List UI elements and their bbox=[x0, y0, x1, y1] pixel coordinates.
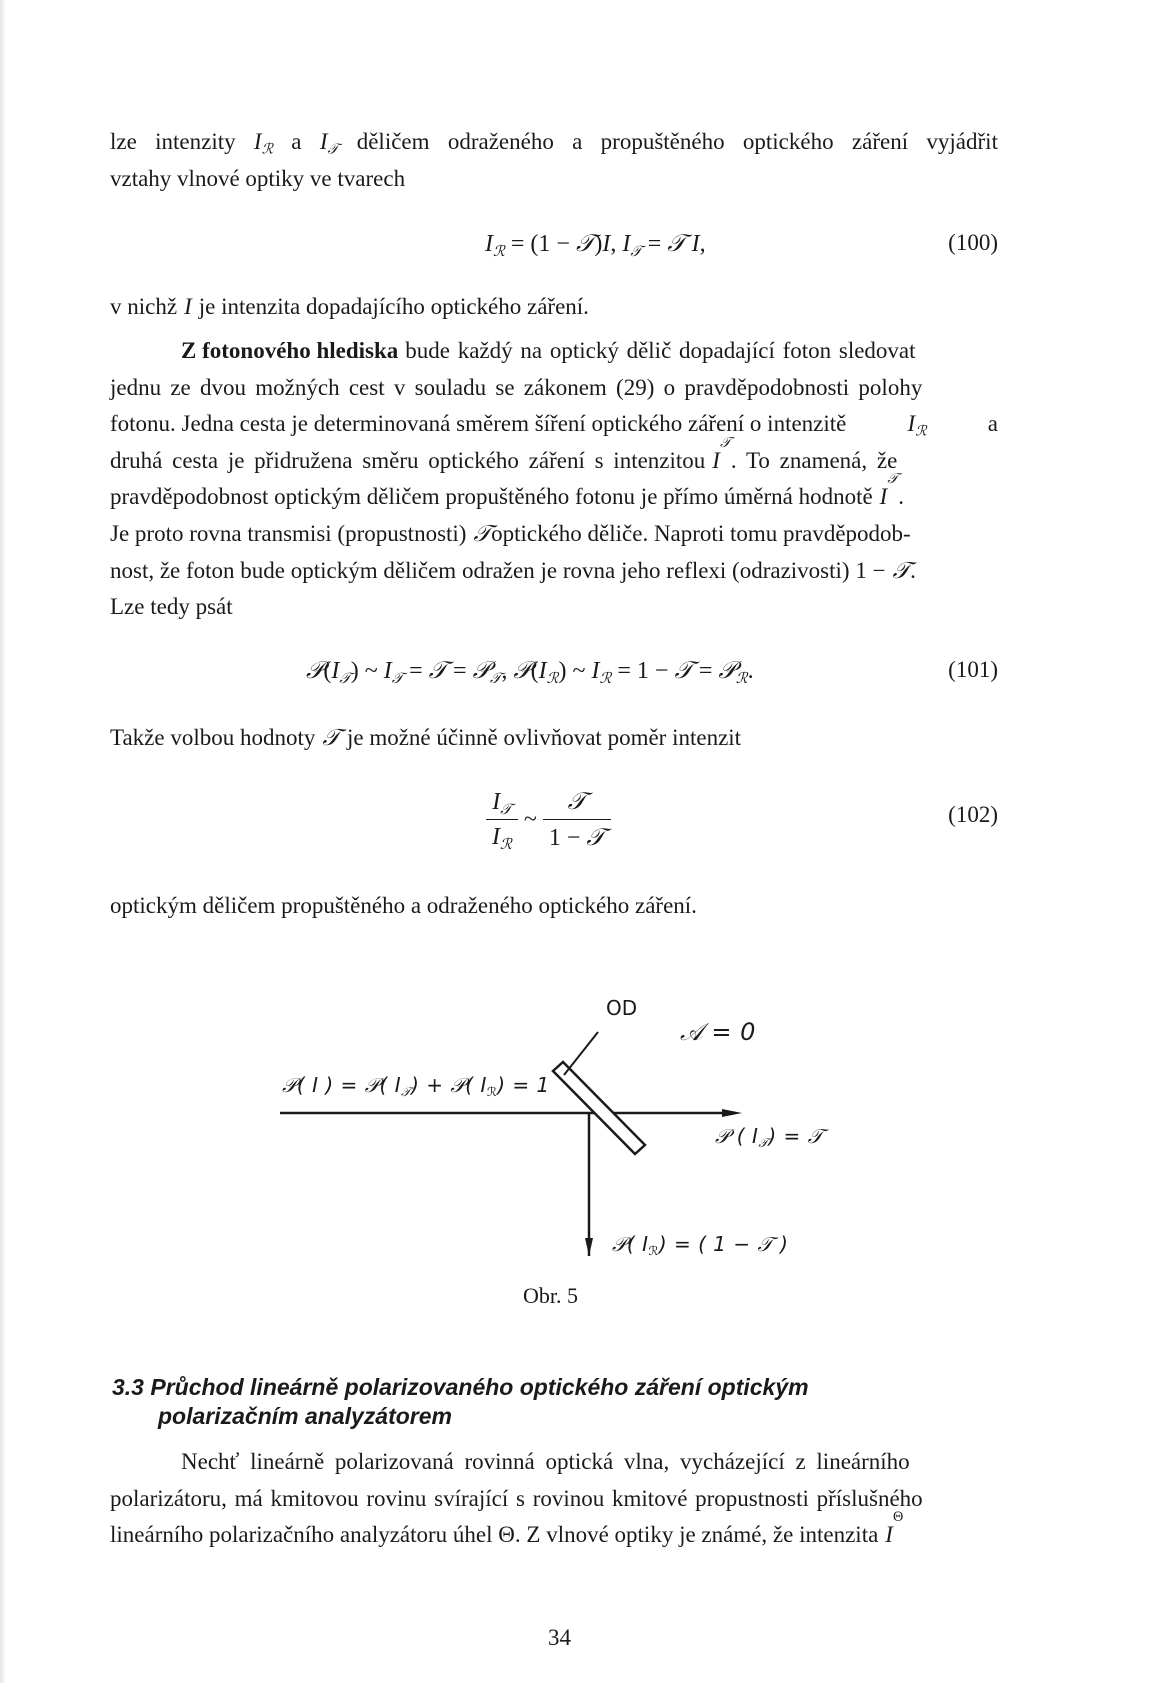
section-heading bbox=[112, 1373, 992, 1431]
reflected-arrowhead bbox=[585, 1238, 593, 1256]
equation-number-100: (100) bbox=[948, 230, 998, 255]
section-heading-line: 3.3 Průchod lineárně polarizovaného optického záření optickým bbox=[112, 1374, 809, 1400]
text-line: v nichž I je intenzita dopadajícího optického záření. bbox=[110, 294, 589, 319]
text-line: polarizátoru, má kmitovou rovinu svírající s rovinou kmitové propustnosti příslušného bbox=[110, 1485, 923, 1511]
fraction-transmission: $\frac{\text{𝒯}}{\text{1 − 𝒯}}$ bbox=[543, 786, 611, 853]
text-line: druhá cesta je přidružena směru optického záření s intenzitou I 𝒯 . To znamená, že bbox=[110, 434, 898, 473]
beam-splitter-plate bbox=[553, 1062, 645, 1154]
section-heading-line: polarizačním analyzátorem bbox=[158, 1403, 452, 1429]
label-input-probability: 𝒫( I ) = 𝒫( $I_𝒯$) + 𝒫( $I_ℛ) = 1$ bbox=[282, 1073, 550, 1099]
text-line: lze intenzity $I_ℛ$ a $I_𝒯$ děličem odraženého a propuštěného optického záření vyjádřit bbox=[110, 124, 998, 161]
equation-100: $I_ℛ = (1$ − 𝒯)I, $I_𝒯$ = 𝒯 I, bbox=[485, 229, 706, 260]
text-line: Z fotonového hlediska bude každý na optický dělič dopadající foton sledovat bbox=[181, 338, 916, 363]
equation-101: $𝒫(I_𝒯)$ ~ $I_𝒯$ = 𝒯 = 𝒫$_𝒯$, $𝒫(I_ℛ)$ ~ $I_ℛ = 1$ − 𝒯 = 𝒫$_ℛ$. bbox=[306, 656, 754, 687]
text-line: vztahy vlnové optiky ve tvarech bbox=[110, 165, 406, 191]
text-line: Je proto rovna transmisi (propustnosti) 𝒯 optického děliče. Naproti tomu pravděpodob- bbox=[110, 520, 911, 547]
fraction-intensities: $\frac{I_𝒯}{I_ℛ}$ bbox=[486, 787, 518, 852]
paragraph-polarizer bbox=[110, 1444, 998, 1554]
equation-102: $\frac{I_𝒯}{I_ℛ}$ ~ $\frac{\text{𝒯}}{\text{1 − 𝒯}}$ bbox=[486, 786, 611, 853]
math-I-R: $I_ℛ$ bbox=[253, 129, 273, 158]
page-number: 34 bbox=[548, 1625, 571, 1650]
math-I-T: $I_𝒯$ bbox=[319, 129, 339, 158]
transmitted-arrowhead bbox=[722, 1109, 742, 1117]
od-pointer-line bbox=[564, 1032, 598, 1075]
text-line: lineárního polarizačního analyzátoru úhel Θ. Z vlnové optiky je známé, že intenzita I Θ bbox=[110, 1509, 904, 1548]
text-line: Lze tedy psát bbox=[110, 594, 233, 620]
label-transmitted-probability: 𝒫 ( $I_𝒯$) = 𝒯 bbox=[715, 1124, 824, 1150]
figure-caption: Obr. 5 bbox=[523, 1283, 578, 1308]
text-line: Takže volbou hodnoty 𝒯 je možné účinně ovlivňovat poměr intenzit bbox=[110, 725, 742, 751]
equation-number-102: (102) bbox=[948, 802, 998, 827]
label-absorption-zero: 𝒜 = 0 bbox=[680, 1018, 756, 1046]
text-line: Nechť lineárně polarizovaná rovinná optická vlna, vycházející z lineárního bbox=[181, 1449, 910, 1474]
label-reflected-probability: 𝒫( $I_ℛ$) = ( 1 − 𝒯 ) bbox=[612, 1232, 789, 1258]
text-line: pravděpodobnost optickým děličem propuštěného fotonu je přímo úměrná hodnotě I 𝒯 . bbox=[110, 471, 905, 510]
text-line: fotonu. Jedna cesta je determinovaná směrem šíření optického záření o intenzitě $I_ℛ$ a bbox=[110, 411, 998, 440]
equation-number-101: (101) bbox=[948, 657, 998, 682]
label-od: OD bbox=[606, 996, 638, 1020]
text-line: optickým děličem propuštěného a odraženého optického záření. bbox=[110, 893, 697, 918]
text-line: nost, že foton bude optickým děličem odražen je rovna jeho reflexi (odrazivosti) 1 − 𝒯 . bbox=[110, 557, 916, 584]
text-line: jednu ze dvou možných cest v souladu se zákonem (29) o pravděpodobnosti polohy bbox=[110, 374, 923, 400]
